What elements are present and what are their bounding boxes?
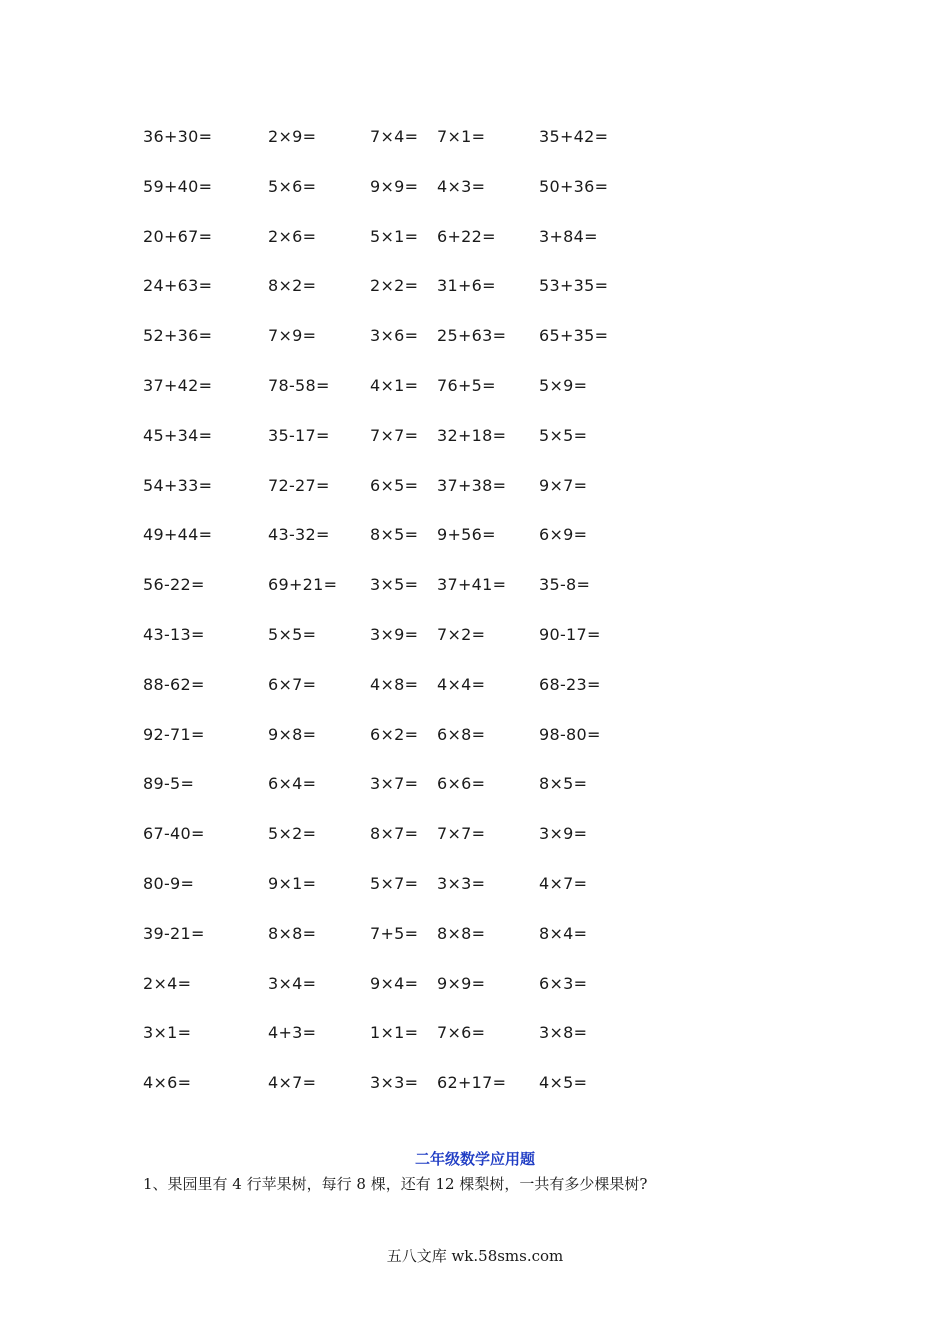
arithmetic-problem: 24+63= bbox=[143, 276, 213, 296]
arithmetic-problem: 43-13= bbox=[143, 624, 205, 644]
problem-row bbox=[143, 1070, 643, 1120]
problem-row bbox=[143, 971, 643, 1021]
arithmetic-problem: 3×7= bbox=[370, 774, 419, 794]
arithmetic-problem: 2×2= bbox=[370, 276, 419, 296]
arithmetic-problem: 37+41= bbox=[437, 575, 507, 595]
arithmetic-problem: 9×1= bbox=[268, 873, 317, 893]
arithmetic-problem: 3+84= bbox=[539, 226, 598, 246]
arithmetic-problem: 4×7= bbox=[539, 873, 588, 893]
arithmetic-problem: 5×5= bbox=[268, 624, 317, 644]
arithmetic-problem: 36+30= bbox=[143, 127, 213, 146]
arithmetic-problem: 7×1= bbox=[437, 127, 486, 146]
arithmetic-problem: 7×4= bbox=[370, 127, 419, 146]
section-title: 二年级数学应用题 bbox=[414, 1150, 535, 1168]
arithmetic-problem: 89-5= bbox=[143, 774, 195, 794]
arithmetic-problem: 4×4= bbox=[437, 674, 486, 694]
arithmetic-problem: 50+36= bbox=[539, 176, 609, 196]
arithmetic-problem: 80-9= bbox=[143, 873, 195, 893]
arithmetic-problem: 6×6= bbox=[437, 774, 486, 794]
arithmetic-problem: 5×2= bbox=[268, 824, 317, 844]
arithmetic-problem: 6×8= bbox=[437, 724, 486, 744]
problem-row bbox=[143, 522, 643, 572]
arithmetic-problem: 2×9= bbox=[268, 127, 317, 146]
arithmetic-problem: 53+35= bbox=[539, 276, 609, 296]
arithmetic-problem: 4×3= bbox=[437, 176, 486, 196]
arithmetic-problem: 3×8= bbox=[539, 1023, 588, 1043]
arithmetic-problem: 4×1= bbox=[370, 375, 419, 395]
arithmetic-problem: 43-32= bbox=[268, 525, 330, 545]
problem-row bbox=[143, 672, 643, 722]
arithmetic-problem: 9×7= bbox=[539, 475, 588, 495]
arithmetic-problem: 3×3= bbox=[437, 873, 486, 893]
arithmetic-problem: 4×6= bbox=[143, 1073, 192, 1093]
problem-row bbox=[143, 871, 643, 921]
arithmetic-problem: 7+5= bbox=[370, 923, 419, 943]
arithmetic-problem: 8×8= bbox=[268, 923, 317, 943]
arithmetic-problem: 3×6= bbox=[370, 326, 419, 346]
arithmetic-problem: 76+5= bbox=[437, 375, 496, 395]
arithmetic-problem: 5×9= bbox=[539, 375, 588, 395]
arithmetic-problem: 25+63= bbox=[437, 326, 507, 346]
arithmetic-problem: 5×7= bbox=[370, 873, 419, 893]
word-problem-1: 1、果园里有 4 行苹果树，每行 8 棵，还有 12 棵梨树，一共有多少棵果树? bbox=[143, 1175, 648, 1193]
arithmetic-problem: 9×9= bbox=[370, 176, 419, 196]
arithmetic-problem: 6+22= bbox=[437, 226, 496, 246]
arithmetic-problem: 31+6= bbox=[437, 276, 496, 296]
problem-row bbox=[143, 273, 643, 323]
arithmetic-problem: 5×6= bbox=[268, 176, 317, 196]
arithmetic-problem: 88-62= bbox=[143, 674, 205, 694]
arithmetic-problem: 78-58= bbox=[268, 375, 330, 395]
arithmetic-problem: 9×4= bbox=[370, 973, 419, 993]
arithmetic-problem: 8×4= bbox=[539, 923, 588, 943]
arithmetic-problem: 4+3= bbox=[268, 1023, 317, 1043]
problem-row bbox=[143, 771, 643, 821]
arithmetic-problem: 4×7= bbox=[268, 1073, 317, 1093]
arithmetic-problem: 45+34= bbox=[143, 425, 213, 445]
arithmetic-problem: 8×2= bbox=[268, 276, 317, 296]
problem-row bbox=[143, 821, 643, 871]
problem-row bbox=[143, 124, 643, 174]
arithmetic-problem: 3×9= bbox=[370, 624, 419, 644]
problem-row bbox=[143, 423, 643, 473]
arithmetic-problem: 54+33= bbox=[143, 475, 213, 495]
arithmetic-problem: 6×5= bbox=[370, 475, 419, 495]
arithmetic-problem: 37+42= bbox=[143, 375, 213, 395]
arithmetic-problem: 5×1= bbox=[370, 226, 419, 246]
arithmetic-problem: 6×2= bbox=[370, 724, 419, 744]
arithmetic-problem: 7×7= bbox=[437, 824, 486, 844]
arithmetic-problem: 6×7= bbox=[268, 674, 317, 694]
problem-row bbox=[143, 572, 643, 622]
arithmetic-problem: 98-80= bbox=[539, 724, 601, 744]
arithmetic-problem: 1×1= bbox=[370, 1023, 419, 1043]
arithmetic-problem: 35-8= bbox=[539, 575, 591, 595]
arithmetic-problem: 65+35= bbox=[539, 326, 609, 346]
arithmetic-problem: 37+38= bbox=[437, 475, 507, 495]
arithmetic-problem: 52+36= bbox=[143, 326, 213, 346]
arithmetic-problem: 3×5= bbox=[370, 575, 419, 595]
arithmetic-problem: 8×8= bbox=[437, 923, 486, 943]
arithmetic-problem: 90-17= bbox=[539, 624, 601, 644]
arithmetic-problem: 35-17= bbox=[268, 425, 330, 445]
arithmetic-problem: 4×5= bbox=[539, 1073, 588, 1093]
problem-row bbox=[143, 323, 643, 373]
arithmetic-problem: 8×7= bbox=[370, 824, 419, 844]
arithmetic-problem: 3×9= bbox=[539, 824, 588, 844]
arithmetic-problem: 67-40= bbox=[143, 824, 205, 844]
arithmetic-problem: 39-21= bbox=[143, 923, 205, 943]
arithmetic-problem: 8×5= bbox=[539, 774, 588, 794]
arithmetic-problem: 6×4= bbox=[268, 774, 317, 794]
problem-row bbox=[143, 1020, 643, 1070]
arithmetic-problem: 32+18= bbox=[437, 425, 507, 445]
problem-row bbox=[143, 473, 643, 523]
arithmetic-problem: 92-71= bbox=[143, 724, 205, 744]
arithmetic-problem: 49+44= bbox=[143, 525, 213, 545]
problem-grid bbox=[143, 124, 643, 1120]
arithmetic-problem: 56-22= bbox=[143, 575, 205, 595]
arithmetic-problem: 5×5= bbox=[539, 425, 588, 445]
arithmetic-problem: 6×9= bbox=[539, 525, 588, 545]
arithmetic-problem: 4×8= bbox=[370, 674, 419, 694]
arithmetic-problem: 68-23= bbox=[539, 674, 601, 694]
arithmetic-problem: 9×9= bbox=[437, 973, 486, 993]
arithmetic-problem: 69+21= bbox=[268, 575, 338, 595]
arithmetic-problem: 62+17= bbox=[437, 1073, 507, 1093]
arithmetic-problem: 72-27= bbox=[268, 475, 330, 495]
problem-row bbox=[143, 224, 643, 274]
arithmetic-problem: 9+56= bbox=[437, 525, 496, 545]
problem-row bbox=[143, 722, 643, 772]
arithmetic-problem: 7×6= bbox=[437, 1023, 486, 1043]
arithmetic-problem: 59+40= bbox=[143, 176, 213, 196]
arithmetic-problem: 2×6= bbox=[268, 226, 317, 246]
arithmetic-problem: 9×8= bbox=[268, 724, 317, 744]
arithmetic-problem: 3×3= bbox=[370, 1073, 419, 1093]
problem-row bbox=[143, 373, 643, 423]
arithmetic-problem: 3×1= bbox=[143, 1023, 192, 1043]
footer-watermark: 五八文库 wk.58sms.com bbox=[386, 1247, 564, 1265]
arithmetic-problem: 2×4= bbox=[143, 973, 192, 993]
arithmetic-problem: 8×5= bbox=[370, 525, 419, 545]
arithmetic-problem: 3×4= bbox=[268, 973, 317, 993]
problem-row bbox=[143, 921, 643, 971]
arithmetic-problem: 6×3= bbox=[539, 973, 588, 993]
problem-row bbox=[143, 174, 643, 224]
arithmetic-problem: 20+67= bbox=[143, 226, 213, 246]
arithmetic-problem: 7×7= bbox=[370, 425, 419, 445]
arithmetic-problem: 35+42= bbox=[539, 127, 609, 146]
problem-row bbox=[143, 622, 643, 672]
arithmetic-problem: 7×2= bbox=[437, 624, 486, 644]
arithmetic-problem: 7×9= bbox=[268, 326, 317, 346]
